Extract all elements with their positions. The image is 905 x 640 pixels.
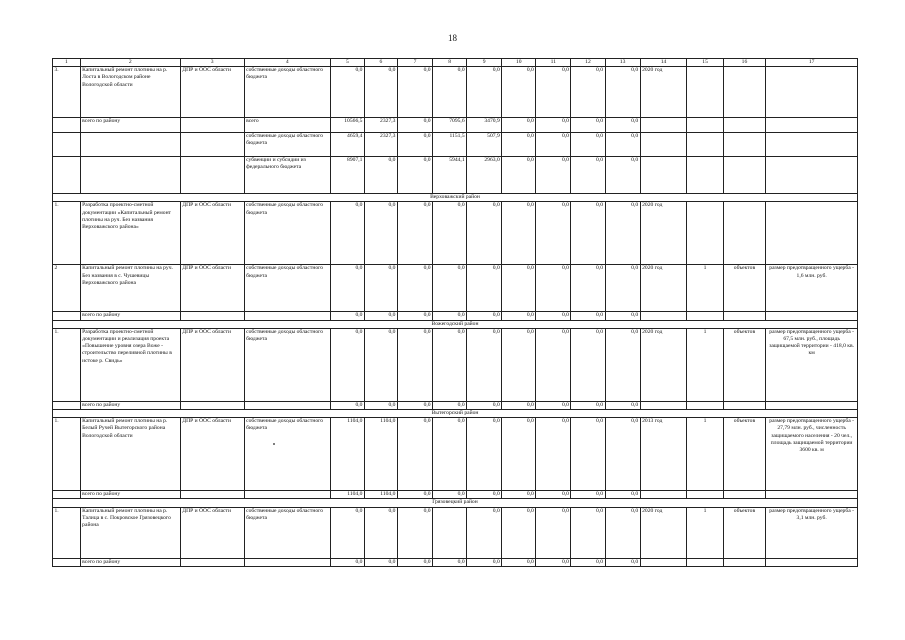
value-cell: 0,0 (571, 312, 605, 320)
value-cell: 0,0 (397, 507, 432, 558)
year-cell: 2020 год (640, 507, 687, 558)
value-cell: 0,0 (605, 507, 640, 558)
value-cell: 0,0 (397, 265, 432, 312)
value-cell: 0,0 (536, 312, 571, 320)
value-cell: 0,0 (397, 401, 432, 409)
table-row (53, 312, 858, 320)
value-cell: 0,0 (433, 328, 467, 401)
value-cell: 0,0 (467, 418, 502, 491)
program-table (52, 58, 858, 567)
expected-result: размер предотвращенного ущерба - 27,79 млн. руб., численность защищаемого населения - 20 чел., площадь защищаемой территории 3600 кв. м (766, 418, 858, 491)
value-cell: 0,0 (571, 118, 605, 133)
table-row (53, 265, 858, 312)
value-cell: 0,0 (397, 558, 432, 566)
value-cell: 0,0 (605, 328, 640, 401)
value-cell: 0,0 (364, 265, 397, 312)
value-cell: 3470,9 (467, 118, 502, 133)
measure-name: Капитальный ремонт плотины на р. Белый Ручей Вытегорского района Вологодской области (80, 418, 180, 491)
value-cell: 0,0 (433, 265, 467, 312)
value-cell: 2327,3 (364, 118, 397, 133)
value-cell: 0,0 (467, 491, 502, 499)
value-cell: 0,0 (536, 133, 571, 157)
value-cell: 0,0 (467, 265, 502, 312)
value-cell: 0,0 (433, 491, 467, 499)
executor: ДПР и ООС области (180, 202, 244, 265)
value-cell: 0,0 (571, 202, 605, 265)
value-cell: 1104,0 (330, 491, 364, 499)
table-row (53, 328, 858, 401)
value-cell: 0,0 (571, 67, 605, 118)
value-cell: 0,0 (571, 558, 605, 566)
row-number: 1. (53, 507, 81, 558)
table-row (53, 118, 858, 133)
district-title: Вожегодский район (53, 320, 858, 328)
value-cell: 0,0 (502, 67, 536, 118)
value-cell: 0,0 (536, 418, 571, 491)
column-number: 13 (605, 59, 640, 67)
value-cell: 0,0 (605, 157, 640, 194)
expected-result: размер предотвращенного ущерба - 67,5 млн. руб., площадь защищаемой территории - 418,0 кв. км (766, 328, 858, 401)
value-cell: 0,0 (397, 67, 432, 118)
district-header-row (53, 194, 858, 202)
value-cell: 0,0 (364, 507, 397, 558)
measure-name: Капитальный ремонт плотины на р. Талица в с. Покровское Грязовецкого района (80, 507, 180, 558)
district-total-label: всего по району (80, 558, 180, 566)
executor: ДПР и ООС области (180, 507, 244, 558)
table-row (53, 67, 858, 118)
value-cell: 0,0 (502, 401, 536, 409)
value-cell: 0,0 (571, 133, 605, 157)
executor: ДПР и ООС области (180, 418, 244, 491)
value-cell: 1104,0 (330, 418, 364, 491)
table-row (53, 133, 858, 157)
value-cell: 0,0 (467, 328, 502, 401)
measure-name: Разработка проектно-сметной документации «Капитальный ремонт плотины на руч. Без названия Верховажского района» (80, 202, 180, 265)
column-number-row (53, 59, 858, 67)
value-cell: 0,0 (536, 118, 571, 133)
funding-source: собственные доходы областного бюджета (244, 265, 330, 312)
indicator-count: 1 (687, 328, 723, 401)
measure-name: Разработка проектно-сметной документации и реализация проекта «Повышение уровня озера Воже - строительство переливной плотины в истоке р. Свидь» (80, 328, 180, 401)
row-number: 1. (53, 418, 81, 491)
value-cell: 10566,5 (330, 118, 364, 133)
indicator-unit: объектов (723, 265, 766, 312)
value-cell: 0,0 (605, 133, 640, 157)
value-cell: 0,0 (502, 418, 536, 491)
column-number: 16 (723, 59, 766, 67)
value-cell: 0,0 (571, 157, 605, 194)
value-cell: 0,0 (467, 507, 502, 558)
indicator-unit: объектов (723, 507, 766, 558)
value-cell: 0,0 (433, 67, 467, 118)
value-cell: 0,0 (605, 418, 640, 491)
value-cell: 0,0 (605, 202, 640, 265)
value-cell: 0,0 (397, 133, 432, 157)
district-title: Вытегорский район (53, 410, 858, 418)
year-cell: 2020 год (640, 265, 687, 312)
value-cell: 0,0 (330, 202, 364, 265)
value-cell: 0,0 (571, 401, 605, 409)
value-cell: 0,0 (467, 312, 502, 320)
value-cell: 0,0 (364, 401, 397, 409)
value-cell: 0,0 (397, 491, 432, 499)
district-total-label: всего по району (80, 118, 180, 133)
executor: ДПР и ООС области (180, 328, 244, 401)
column-number: 15 (687, 59, 723, 67)
funding-source: собственные доходы областного бюджета (244, 133, 330, 157)
value-cell: 0,0 (467, 558, 502, 566)
value-cell: 0,0 (364, 558, 397, 566)
table-row (53, 418, 858, 491)
district-title: Грязовецкий район (53, 499, 858, 507)
expected-result: размер предотвращенного ущерба - 3,1 млн. руб. (766, 507, 858, 558)
value-cell: 0,0 (605, 265, 640, 312)
indicator-count: 1 (687, 418, 723, 491)
district-header-row (53, 499, 858, 507)
funding-source: собственные доходы областного бюджета (244, 418, 330, 491)
column-number: 17 (766, 59, 858, 67)
value-cell: 1151,5 (433, 133, 467, 157)
value-cell: 0,0 (433, 202, 467, 265)
value-cell: 0,0 (364, 157, 397, 194)
value-cell: 0,0 (502, 202, 536, 265)
indicator-unit: объектов (723, 418, 766, 491)
value-cell: 0,0 (397, 312, 432, 320)
value-cell: 0,0 (536, 558, 571, 566)
value-cell: 0,0 (502, 491, 536, 499)
row-number: 2 (53, 265, 81, 312)
district-total-label: всего по району (80, 312, 180, 320)
column-number: 1 (53, 59, 81, 67)
value-cell: 0,0 (330, 507, 364, 558)
value-cell: 0,0 (364, 328, 397, 401)
table-row (53, 507, 858, 558)
value-cell: 0,0 (502, 507, 536, 558)
value-cell: 0,0 (536, 67, 571, 118)
value-cell: 2327,3 (364, 133, 397, 157)
value-cell: 2963,0 (467, 157, 502, 194)
value-cell: 0,0 (536, 401, 571, 409)
funding-source: всего (244, 118, 330, 133)
value-cell: 0,0 (467, 67, 502, 118)
value-cell: 0,0 (502, 133, 536, 157)
funding-source: собственные доходы областного бюджета (244, 67, 330, 118)
column-number: 2 (80, 59, 180, 67)
district-title: Верховажский район (53, 194, 858, 202)
value-cell: 0,0 (397, 328, 432, 401)
value-cell: 0,0 (364, 312, 397, 320)
value-cell: 0,0 (330, 312, 364, 320)
value-cell: 0,0 (330, 328, 364, 401)
value-cell: 0,0 (397, 157, 432, 194)
value-cell: 0,0 (364, 202, 397, 265)
value-cell: 0,0 (605, 118, 640, 133)
value-cell: 0,0 (536, 491, 571, 499)
value-cell: 0,0 (364, 67, 397, 118)
value-cell: 0,0 (605, 558, 640, 566)
value-cell: 0,0 (397, 202, 432, 265)
value-cell: 0,0 (571, 265, 605, 312)
value-cell: 0,0 (605, 67, 640, 118)
executor: ДПР и ООС области (180, 67, 244, 118)
value-cell: 0,0 (605, 312, 640, 320)
year-cell: 2020 год (640, 202, 687, 265)
value-cell: 0,0 (433, 401, 467, 409)
table-row (53, 558, 858, 566)
column-number: 3 (180, 59, 244, 67)
value-cell: 0,0 (536, 202, 571, 265)
indicator-unit: объектов (723, 328, 766, 401)
district-total-label: всего по району (80, 491, 180, 499)
row-number: 1. (53, 328, 81, 401)
value-cell: 0,0 (433, 418, 467, 491)
column-number: 8 (433, 59, 467, 67)
column-number: 7 (397, 59, 432, 67)
row-number: 3. (53, 67, 81, 118)
value-cell: 0,0 (397, 418, 432, 491)
value-cell: 0,0 (330, 558, 364, 566)
table-row (53, 157, 858, 194)
district-header-row (53, 320, 858, 328)
column-number: 11 (536, 59, 571, 67)
value-cell (433, 507, 467, 558)
value-cell: 0,0 (330, 265, 364, 312)
column-number: 9 (467, 59, 502, 67)
table-row (53, 202, 858, 265)
column-number: 5 (330, 59, 364, 67)
value-cell: 8907,1 (330, 157, 364, 194)
column-number: 10 (502, 59, 536, 67)
value-cell: 0,0 (536, 507, 571, 558)
year-cell: 2020 год (640, 67, 687, 118)
value-cell: 0,0 (467, 401, 502, 409)
value-cell: 0,0 (536, 157, 571, 194)
funding-source: собственные доходы областного бюджета (244, 507, 330, 558)
district-header-row (53, 410, 858, 418)
value-cell: 0,0 (502, 265, 536, 312)
scan-speck (273, 443, 275, 445)
value-cell: 0,0 (397, 118, 432, 133)
indicator-count: 1 (687, 265, 723, 312)
value-cell: 0,0 (502, 118, 536, 133)
value-cell: 0,0 (502, 558, 536, 566)
executor: ДПР и ООС области (180, 265, 244, 312)
funding-source: собственные доходы областного бюджета (244, 328, 330, 401)
value-cell: 0,0 (571, 328, 605, 401)
page-number: 18 (448, 33, 457, 43)
expected-result: размер предотвращенного ущерба - 1,6 млн. руб. (766, 265, 858, 312)
year-cell: 2020 год (640, 328, 687, 401)
value-cell: 0,0 (502, 157, 536, 194)
table-row (53, 401, 858, 409)
column-number: 14 (640, 59, 687, 67)
value-cell: 0,0 (467, 202, 502, 265)
value-cell: 4659,4 (330, 133, 364, 157)
value-cell: 0,0 (605, 401, 640, 409)
measure-name: Капитальный ремонт плотины на р. Лоста в Вологодском районе Вологодской области (80, 67, 180, 118)
value-cell: 1104,0 (364, 418, 397, 491)
column-number: 12 (571, 59, 605, 67)
value-cell: 0,0 (536, 328, 571, 401)
value-cell: 507,9 (467, 133, 502, 157)
year-cell: 2013 год (640, 418, 687, 491)
value-cell: 5944,1 (433, 157, 467, 194)
table-row (53, 491, 858, 499)
value-cell: 0,0 (502, 312, 536, 320)
value-cell: 0,0 (330, 67, 364, 118)
value-cell: 0,0 (536, 265, 571, 312)
district-total-label: всего по району (80, 401, 180, 409)
column-number: 6 (364, 59, 397, 67)
value-cell: 0,0 (433, 312, 467, 320)
funding-source: собственные доходы областного бюджета (244, 202, 330, 265)
value-cell: 0,0 (571, 491, 605, 499)
value-cell: 0,0 (605, 491, 640, 499)
column-number: 4 (244, 59, 330, 67)
value-cell: 1104,0 (364, 491, 397, 499)
value-cell: 7095,6 (433, 118, 467, 133)
value-cell: 0,0 (571, 507, 605, 558)
row-number: 1. (53, 202, 81, 265)
indicator-count: 1 (687, 507, 723, 558)
funding-source: субвенции и субсидии из федерального бюджета (244, 157, 330, 194)
value-cell: 0,0 (571, 418, 605, 491)
value-cell: 0,0 (502, 328, 536, 401)
value-cell: 0,0 (433, 558, 467, 566)
measure-name: Капитальный ремонт плотины на руч. Без названия в с. Чушевицы Верховажского района (80, 265, 180, 312)
value-cell: 0,0 (330, 401, 364, 409)
